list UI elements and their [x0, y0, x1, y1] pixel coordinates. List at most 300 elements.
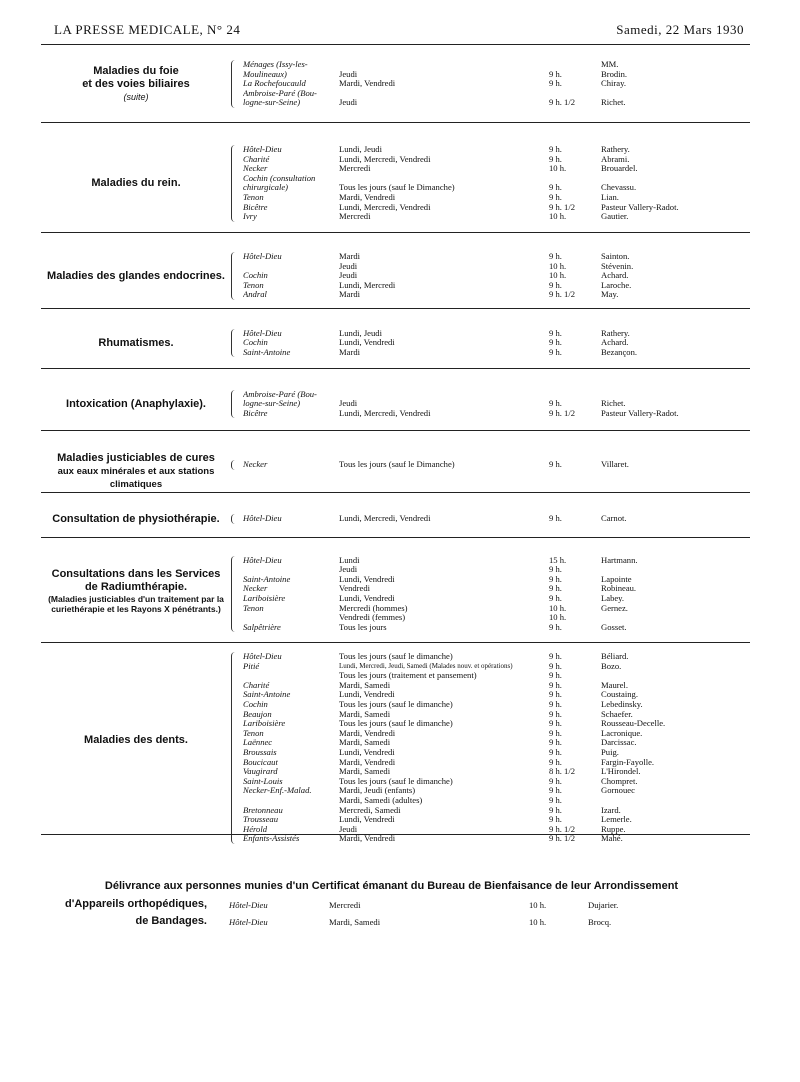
section-rule [41, 122, 750, 123]
consultation-time: 9 h. [549, 251, 562, 261]
schedule-row [231, 786, 750, 796]
doctor-name: Gernez. [601, 602, 628, 613]
section [41, 315, 750, 371]
section-title [41, 452, 231, 491]
schedule-row [231, 662, 750, 672]
consultation-time: 9 h. 1/2 [549, 201, 576, 212]
consultation-days: Mardi, Vendredi [339, 728, 396, 738]
consultation-time: 10 h. [529, 900, 547, 910]
schedule-rows [231, 514, 750, 524]
schedule-row [231, 584, 750, 594]
hospital-name: Boucicaut [243, 757, 278, 767]
hospital-name: Lariboisière [243, 719, 286, 729]
section-title-line: Consultation de physiothérapie. [52, 512, 220, 525]
hospital-name: Beaujon [243, 709, 272, 719]
hospital-name: Salpêtrière [243, 622, 281, 632]
consultation-days: Jeudi [339, 399, 358, 409]
doctor-name: Lian. [601, 192, 619, 203]
consultation-days: Mardi, Samedi [329, 917, 381, 927]
hospital-name: Tenon [243, 193, 264, 203]
consultation-time: 9 h. [549, 746, 562, 757]
section-title [41, 513, 231, 526]
consultation-time: 9 h. [549, 727, 562, 738]
consultation-time: 9 h. [549, 153, 562, 164]
doctor-name: Lacronique. [601, 727, 643, 738]
schedule-row [231, 79, 750, 89]
section [41, 500, 750, 538]
schedule-row [231, 671, 750, 681]
hospital-name: Tenon [243, 280, 264, 290]
doctor-name: Richet. [601, 97, 626, 108]
doctor-name: Fargin-Fayolle. [601, 756, 655, 767]
consultation-time: 9 h. [549, 698, 562, 709]
consultation-days: Jeudi [339, 261, 358, 271]
consultation-days: Lundi, Mercredi, Jeudi, Samedi (Malades nouv. et opérations) [339, 661, 513, 670]
consultation-days: Mardi [339, 290, 361, 300]
hospital-name: Laënnec [243, 738, 273, 748]
section [41, 375, 750, 433]
schedule-rows [231, 329, 750, 358]
section-title-line: Maladies du foie [93, 64, 179, 77]
consultation-days: Lundi, Mercredi, Vendredi [339, 154, 431, 164]
consultation-time: 10 h. [549, 612, 567, 623]
schedule-row [231, 89, 750, 99]
consultation-days: Mardi, Vendredi [339, 193, 396, 203]
section-rule [41, 232, 750, 233]
section-title [41, 65, 231, 104]
consultation-time: 9 h. 1/2 [549, 97, 576, 108]
hospital-name: Ambroise-Paré (Bou- [243, 88, 317, 98]
schedule-row [231, 262, 750, 272]
schedule-row [231, 212, 750, 222]
hospital-name: Hérold [243, 824, 268, 834]
schedule-row [231, 594, 750, 604]
hospital-name: Necker [243, 584, 268, 594]
hospital-name: Ivry [243, 212, 257, 222]
hospital-name: Cochin (consultation [243, 173, 316, 183]
consultation-time: 9 h. [549, 564, 562, 575]
doctor-name: May. [601, 289, 619, 300]
schedule-row [231, 806, 750, 816]
schedule-row [231, 338, 750, 348]
consultation-days: Lundi, Mercredi [339, 280, 396, 290]
schedule-row [231, 164, 750, 174]
consultation-days: Jeudi [339, 98, 358, 108]
hospital-name: Saint-Antoine [243, 690, 291, 700]
consultation-days: Tous les jours [339, 622, 387, 632]
consultation-days: Jeudi [339, 69, 358, 79]
hospital-name: Vaugirard [243, 767, 278, 777]
doctor-name: Pasteur Vallery-Radot. [601, 201, 679, 212]
hospital-name: Andral [243, 290, 267, 300]
doctor-name: Robineau. [601, 583, 637, 594]
hospital-name: Bicêtre [243, 202, 268, 212]
schedule-row [231, 700, 750, 710]
consultation-time: 10 h. [549, 163, 567, 174]
section-title [41, 398, 231, 411]
consultation-time: 10 h. [529, 917, 547, 927]
schedule-row [231, 203, 750, 213]
section-title-line: et des voies biliaires [82, 77, 190, 90]
consultation-days: Jeudi [339, 565, 358, 575]
section-title [41, 337, 231, 350]
section [41, 240, 750, 312]
consultation-days: Tous les jours (sauf le dimanche) [339, 699, 453, 709]
consultation-days: Mardi, Vendredi [339, 834, 396, 844]
schedule-row [231, 690, 750, 700]
schedule-row [231, 681, 750, 691]
section [41, 437, 750, 493]
schedule-row [231, 815, 750, 825]
doctor-name: Chompret. [601, 775, 638, 786]
header-rule [41, 44, 750, 45]
section-rule [41, 430, 750, 431]
consultation-days: Tous les jours (sauf le dimanche) [339, 776, 453, 786]
consultation-time: 10 h. [549, 270, 567, 281]
consultation-time: 9 h. [549, 398, 562, 409]
consultation-days: Lundi, Vendredi [339, 747, 395, 757]
hospital-name: Cochin [243, 338, 268, 348]
hospital-name: Lariboisière [243, 593, 286, 603]
consultation-days: Mardi, Samedi [339, 767, 391, 777]
consultation-time: 9 h. [549, 459, 562, 470]
schedule-row [231, 758, 750, 768]
consultation-time: 9 h. [549, 804, 562, 815]
doctor-name: Puig. [601, 746, 619, 757]
doctor-name: L'Hirondel. [601, 766, 641, 777]
schedule-row [231, 719, 750, 729]
doctor-name: Stévenin. [601, 260, 634, 271]
consultation-time: 9 h. [549, 279, 562, 290]
footer-section [33, 880, 750, 932]
consultation-time: 9 h. [549, 573, 562, 584]
section-title-line: Consultations dans les Services [51, 568, 221, 580]
schedule-row [231, 825, 750, 835]
schedule-row [231, 183, 750, 193]
consultation-time: 9 h. [549, 679, 562, 690]
doctor-name: Mahé. [601, 833, 623, 844]
consultation-time: 9 h. [549, 513, 562, 524]
consultation-days: Mercredi [339, 212, 371, 222]
consultation-time: 9 h. [549, 337, 562, 348]
section-rule [41, 308, 750, 309]
doctor-name: Gosset. [601, 621, 627, 632]
section-rule [41, 368, 750, 369]
schedule-row [231, 145, 750, 155]
schedule-row [231, 729, 750, 739]
consultation-days: Lundi, Jeudi [339, 145, 382, 155]
doctor-name: Bozo. [601, 660, 622, 671]
section [41, 545, 750, 643]
consultation-time: 9 h. [549, 794, 562, 805]
hospital-name: Necker-Enf.-Malad. [243, 786, 312, 796]
consultation-time: 9 h. [549, 689, 562, 700]
consultation-days: Lundi, Mercredi, Vendredi [339, 514, 431, 524]
consultation-days: Lundi [339, 555, 360, 565]
consultation-days: Tous les jours (sauf le dimanche) [339, 719, 453, 729]
schedule-row [231, 652, 750, 662]
hospital-name: logne-sur-Seine) [243, 98, 301, 108]
section-title-line: Maladies des dents. [84, 733, 188, 746]
doctor-name: Labey. [601, 592, 625, 603]
consultation-days: Jeudi [339, 271, 358, 281]
consultation-days: Mercredi [329, 900, 361, 910]
consultation-time: 9 h. [549, 737, 562, 748]
consultation-time: 15 h. [549, 554, 567, 565]
doctor-name: Abrami. [601, 153, 630, 164]
schedule-row [231, 767, 750, 777]
schedule-rows [231, 390, 750, 419]
section [41, 130, 750, 237]
consultation-time: 10 h. [549, 260, 567, 271]
schedule-row [231, 623, 750, 633]
hospital-name: Hôtel-Dieu [229, 900, 268, 910]
consultation-days: Lundi, Vendredi [339, 338, 395, 348]
consultation-time: 9 h. [549, 756, 562, 767]
doctor-name: Rathery. [601, 144, 630, 155]
doctor-name: Schaefer. [601, 708, 633, 719]
section-title-line: Maladies des glandes endocrines. [47, 269, 225, 282]
doctor-name: MM. [601, 59, 619, 69]
footer-row [33, 915, 750, 932]
doctor-name: Richet. [601, 398, 626, 409]
doctor-name: Chiray. [601, 78, 626, 89]
doctor-name: Hartmann. [601, 554, 638, 565]
schedule-rows [231, 460, 750, 470]
consultation-time: 9 h. 1/2 [549, 289, 576, 300]
consultation-days: Mardi, Vendredi [339, 757, 396, 767]
doctor-name: Dujarier. [588, 900, 619, 910]
doctor-name: Rathery. [601, 327, 630, 338]
doctor-name: Achard. [601, 337, 629, 348]
footer-label: d'Appareils orthopédiques, [65, 898, 207, 910]
doctor-name: Pasteur Vallery-Radot. [601, 407, 679, 418]
hospital-name: Broussais [243, 747, 277, 757]
consultation-time: 9 h. [549, 708, 562, 719]
section-title-line: Intoxication (Anaphylaxie). [66, 397, 206, 410]
schedule-row [231, 834, 750, 844]
section-rule [41, 537, 750, 538]
hospital-name: La Rochefoucauld [243, 79, 306, 89]
doctor-name: Lapointe [601, 573, 632, 584]
hospital-name: Hôtel-Dieu [243, 652, 282, 661]
hospital-name: Tenon [243, 728, 264, 738]
hospital-name: Necker [243, 460, 268, 470]
consultation-time: 9 h. [549, 583, 562, 594]
consultation-time: 8 h. 1/2 [549, 766, 576, 777]
section [41, 48, 750, 120]
hospital-name: Saint-Louis [243, 776, 283, 786]
schedule-row [231, 409, 750, 419]
doctor-name: Darcissac. [601, 737, 637, 748]
consultation-time: 9 h. 1/2 [549, 407, 576, 418]
consultation-days: Mardi, Jeudi (enfants) [339, 786, 416, 796]
section [41, 650, 750, 844]
schedule-row [231, 281, 750, 291]
section-title-line: Maladies du rein. [91, 177, 181, 189]
consultation-time: 9 h. [549, 660, 562, 671]
schedule-row [231, 252, 750, 262]
consultation-days: Lundi, Vendredi [339, 574, 395, 584]
doctor-name: Lemerle. [601, 814, 632, 825]
schedule-row [231, 70, 750, 80]
consultation-time: 9 h. [549, 182, 562, 193]
hospital-name: Cochin [243, 271, 268, 281]
section-title-line: de Radiumthérapie. [84, 581, 188, 593]
schedule-rows [231, 252, 750, 300]
schedule-row [231, 613, 750, 623]
hospital-name: Hôtel-Dieu [243, 555, 282, 565]
consultation-days: Lundi, Jeudi [339, 328, 382, 338]
hospital-name: Moulineaux) [243, 69, 287, 79]
doctor-name: Brocq. [588, 917, 612, 927]
section-rule [41, 492, 750, 493]
section-title-line: aux eaux minérales et aux stations climatiques [57, 466, 215, 490]
doctor-name: Carnot. [601, 513, 627, 524]
footer-row [33, 898, 750, 915]
hospital-name: logne-sur-Seine) [243, 399, 301, 409]
section-title [41, 734, 231, 747]
schedule-rows [231, 145, 750, 222]
doctor-name: Villaret. [601, 459, 629, 470]
doctor-name: Gautier. [601, 211, 629, 222]
consultation-days: Mardi, Vendredi [339, 79, 396, 89]
hospital-name: Ambroise-Paré (Bou- [243, 389, 317, 399]
consultation-days: Mardi [339, 347, 361, 357]
consultation-days: Mercredi [339, 164, 371, 174]
schedule-row [231, 796, 750, 806]
section-rule [41, 834, 750, 835]
consultation-days: Tous les jours (sauf le Dimanche) [339, 460, 455, 470]
hospital-name: Tenon [243, 603, 264, 613]
consultation-time: 9 h. [549, 621, 562, 632]
section-title-line: Maladies justiciables de cures [57, 452, 215, 464]
section-title-line: Rhumatismes. [98, 336, 174, 349]
issue-date: Samedi, 22 Mars 1930 [616, 22, 744, 37]
schedule-row [231, 460, 750, 470]
schedule-row [231, 556, 750, 566]
hospital-name: Hôtel-Dieu [243, 328, 282, 338]
doctor-name: Izard. [601, 804, 621, 815]
journal-title: LA PRESSE MEDICALE, N° 24 [54, 22, 241, 37]
hospital-name: Bretonneau [243, 805, 283, 815]
schedule-row [231, 348, 750, 358]
schedule-row [231, 604, 750, 614]
schedule-rows [231, 652, 750, 844]
doctor-name: Gornouec [601, 785, 635, 796]
consultation-days: Vendredi (femmes) [339, 613, 406, 623]
schedule-row [231, 565, 750, 575]
consultation-time: 9 h. [549, 192, 562, 203]
hospital-name: Ménages (Issy-les- [243, 60, 308, 69]
consultation-days: Vendredi [339, 584, 371, 594]
section-title [41, 270, 231, 283]
consultation-time: 9 h. [549, 651, 562, 661]
consultation-days: Mardi, Samedi [339, 680, 391, 690]
consultation-time: 10 h. [549, 211, 567, 222]
doctor-name: Brouardel. [601, 163, 638, 174]
hospital-name: Charité [243, 154, 270, 164]
section-title [41, 177, 231, 190]
schedule-row [231, 98, 750, 108]
section-subtitle: (suite) [123, 91, 149, 102]
doctor-name: Ruppe. [601, 823, 626, 834]
consultation-days: Mardi, Samedi [339, 709, 391, 719]
doctor-name: Achard. [601, 270, 629, 281]
schedule-rows [231, 60, 750, 108]
consultation-days: Mercredi (hommes) [339, 603, 408, 613]
hospital-name: Saint-Antoine [243, 347, 291, 357]
consultation-days: Mardi [339, 252, 361, 261]
schedule-rows [231, 556, 750, 633]
schedule-row [231, 290, 750, 300]
doctor-name: Chevassu. [601, 182, 637, 193]
consultation-days: Mardi, Samedi (adultes) [339, 795, 423, 805]
hospital-name: Hôtel-Dieu [229, 917, 268, 927]
schedule-row [231, 271, 750, 281]
consultation-days: Lundi, Vendredi [339, 690, 395, 700]
consultation-days: Jeudi [339, 824, 358, 834]
footer-items [33, 898, 750, 932]
schedule-row [231, 710, 750, 720]
schedule-row [231, 514, 750, 524]
footer-heading: Délivrance aux personnes munies d'un Certificat émanant du Bureau de Bienfaisance de leur Arrondissement [104, 880, 679, 892]
hospital-name: chirurgicale) [243, 183, 289, 193]
hospital-name: Trousseau [243, 815, 279, 825]
schedule-row [231, 329, 750, 339]
consultation-days: Mardi, Samedi [339, 738, 391, 748]
consultation-time: 9 h. [549, 78, 562, 89]
consultation-days: Tous les jours (traitement et pansement) [339, 671, 477, 681]
hospital-name: Hôtel-Dieu [243, 514, 282, 524]
hospital-name: Enfants-Assistés [243, 834, 300, 844]
doctor-name: Lebedinsky. [601, 698, 643, 709]
schedule-row [231, 60, 750, 70]
section-title [41, 568, 231, 614]
schedule-row [231, 174, 750, 184]
section-subtitle: (Maladies justiciables d'un traitement par la curiethérapie et les Rayons X pénétrants.) [48, 594, 224, 614]
consultation-days: Lundi, Mercredi, Vendredi [339, 408, 431, 418]
consultation-time: 9 h. [549, 68, 562, 79]
hospital-name: Bicêtre [243, 408, 268, 418]
hospital-name: Saint-Antoine [243, 574, 291, 584]
consultation-days: Lundi, Vendredi [339, 815, 395, 825]
consultation-time: 9 h. [549, 144, 562, 155]
schedule-row [231, 777, 750, 787]
consultation-time: 9 h. 1/2 [549, 823, 576, 834]
consultation-time: 9 h. 1/2 [549, 833, 576, 844]
consultation-time: 9 h. [549, 775, 562, 786]
consultation-days: Mercredi, Samedi [339, 805, 401, 815]
schedule-row [231, 748, 750, 758]
consultation-time: 9 h. [549, 327, 562, 338]
doctor-name: Coustaing. [601, 689, 639, 700]
doctor-name: Sainton. [601, 251, 630, 261]
doctor-name: Bezançon. [601, 346, 638, 357]
consultation-time: 9 h. [549, 346, 562, 357]
hospital-name: Cochin [243, 699, 268, 709]
hospital-name: Necker [243, 164, 268, 174]
consultation-days: Lundi, Mercredi, Vendredi [339, 202, 431, 212]
doctor-name: Rousseau-Decelle. [601, 718, 666, 729]
hospital-name: Hôtel-Dieu [243, 145, 282, 155]
doctor-name: Maurel. [601, 679, 628, 690]
doctor-name: Béliard. [601, 651, 629, 661]
schedule-row [231, 575, 750, 585]
consultation-days: Lundi, Vendredi [339, 593, 395, 603]
hospital-name: Charité [243, 680, 270, 690]
consultation-time: 9 h. [549, 670, 562, 681]
